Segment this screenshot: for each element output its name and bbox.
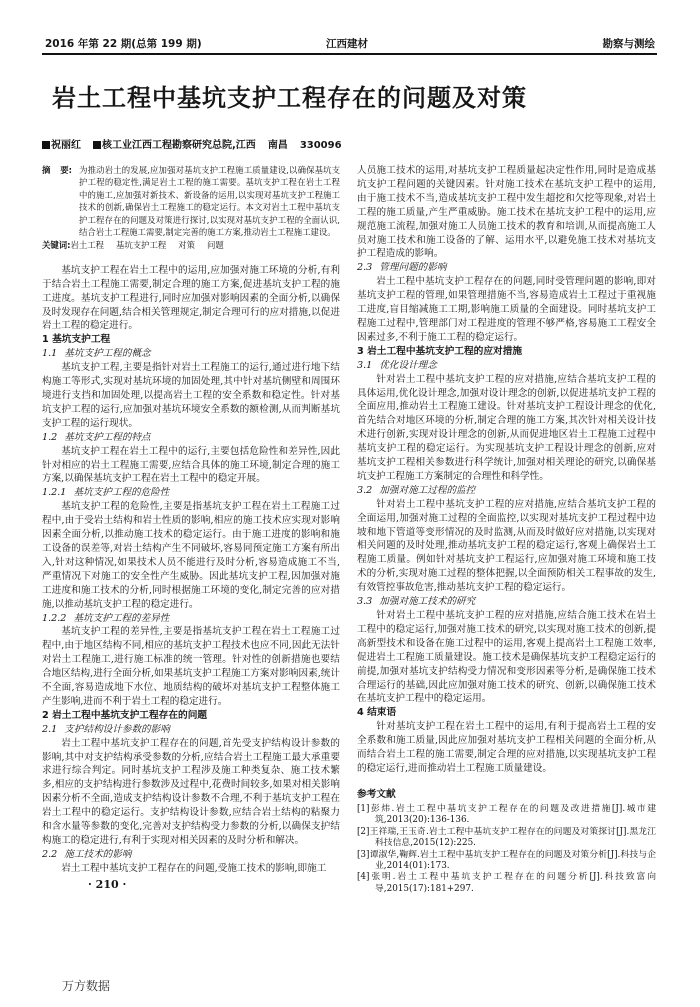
running-header <box>42 37 657 52</box>
body-paragraph-continued: 人员施工技术的运用,对基坑支护工程质量起决定性作用,同时是造成基坑支护工程问题的关键因素。针对施工技术在基坑支护工程中的运用,由于施工技术不当,造成基坑支护工程中发生超挖和欠挖等现象,对岩土工程的施工质量,产生严重威胁。施工技术在基坑支护工程中的运用,应规范施工流程,加强对施工人员施工技术的教育和培训,从而提高施工人员对施工技术和施工设备的了解、运用水平,以避免施工技术对基坑支护工程造成的影响。 <box>357 165 656 260</box>
body-paragraph: 针对基坑支护工程在岩土工程中的运用,有利于提高岩土工程的安全系数和施工质量,因此应加强对基坑支护工程相关问题的全面分析,从而结合岩土工程的施工需要,制定合理的应对措施,以实现基坑支护工程的稳定运行,进而推动岩土工程施工质量建设。 <box>357 721 656 774</box>
body-paragraph: 岩土工程中基坑支护工程存在的问题,首先受支护结构设计参数的影响,其中对支护结构承受参数的分析,应结合岩土工程施工最大承重要求进行综合判定。同时基坑支护工程涉及施工种类复杂、施工技术繁多,相应的支护结构进行参数涉及过程中,花费时间较多,如果对相关影响因素分析不全面,造成支护结构设计参数不合理,不利于基坑支护工程在岩土工程中的稳定运行。支护结构设计参数,应结合岩土结构的粘聚力和含水量等参数的变化,完善对支护结构受力参数的分析,以确保支护结构施工的稳定进行,有利于实现对相关因素的及时分析和解决。 <box>42 737 340 846</box>
subsection-heading: 3.3 加强对施工技术的研究 <box>357 596 476 608</box>
subsection-heading: 1.2 基坑支护工程的特点 <box>42 431 151 443</box>
keyword: 岩土工程 <box>70 240 104 251</box>
section-heading: 2 岩土工程中基坑支护工程存在的问题 <box>42 709 208 721</box>
body-paragraph: 岩土工程中基坑支护工程存在的问题,受施工技术的影响,即施工 <box>61 862 327 874</box>
body-paragraph: 针对岩土工程中基坑支护工程的应对措施,应结合施工技术在岩土工程中的稳定运行,加强对施工技术的研究,以实现对施工技术的创新,提高新型技术和设备在施工过程中的运用,客观上提高岩土工程施工效率,促进岩土工程施工质量建设。施工技术是确保基坑支护工程稳定运行的前提,加强对基坑支护结构受力情况和变形因素等分析,是确保施工技术合理运行的基础,因此应加强对施工技术的研究、创新,以确保施工技术在基坑支护工程中的稳定运用。 <box>357 610 656 705</box>
body-paragraph: 基坑支护工程在岩土工程中的运行,主要包括危险性和差异性,因此针对相应的岩土工程施工需要,应结合具体的施工环境,制定合理的施工方案,以确保基坑支护工程在岩土工程中的稳定开展。 <box>42 445 340 485</box>
body-paragraph: 基坑支护工程的危险性,主要是指基坑支护工程在岩土工程施工过程中,由于受岩土结构和岩土性质的影响,相应的施工技术应实现对影响因素全面分析,以推动施工技术的稳定运行。由于施工进度的影响和施工设备的误差等,对岩土结构产生不同破坏,容易同预定施工方案有所出入,针对这种情况,如果技术人员不能进行及时分析,容易造成施工不当,严重情况下对施工的安全性产生威胁。因此基坑支护工程,因加强对施工进度和施工技术的分析,同时根据施工环境的变化,制定完善的应对措施,以推动基坑支护工程的稳定进行。 <box>42 501 340 610</box>
subsection-heading: 3.1 优化设计理念 <box>357 359 437 371</box>
subsection-heading: 3.2 加强对施工过程的监控 <box>357 484 476 496</box>
subsection-heading: 2.1 支护结构设计参数的影响 <box>42 723 170 735</box>
watermark: 万方数据 <box>62 979 111 993</box>
section-heading: 1 基坑支护工程 <box>42 334 111 346</box>
keyword: 问题 <box>206 240 224 251</box>
section-heading: 3 岩土工程中基坑支护工程的应对措施 <box>357 345 523 357</box>
header-journal: 江西建材 <box>326 38 368 50</box>
keywords-line <box>42 239 340 251</box>
right-column <box>357 164 656 895</box>
reference-item: [3]谭淑华,鞠辉.岩土工程中基坑支护工程存在的问题及对策分析[J].科技与企业,2014(01):173. <box>357 849 656 871</box>
reference-item: [1]彭炜.岩土工程中基坑支护工程存在的问题及改进措施[J].城市建筑,2013(20):136-136. <box>357 803 656 826</box>
body-paragraph: 基坑支护工程的差异性,主要是指基坑支护工程在岩土工程施工过程中,由于地区结构不同,相应的基坑支护工程技术也应不同,因此无法针对岩土工程施工,进行施工标准的统一管理。针对性的创新措施也要结合地区结构,进行全面分析,如果基坑支护工程施工方案对影响因素,统计不全面,容易造成地下水位、地质结构的破坏对基坑支护工程整体施工产生影响,进而不利于岩土工程的稳定进行。 <box>42 626 340 707</box>
references-heading: 参考文献 <box>357 788 396 800</box>
intro-paragraph: 基坑支护工程在岩土工程中的运用,应加强对施工环境的分析,有利于结合岩土工程施工需要,制定合理的施工方案,促进基坑支护工程的施工进度。基坑支护工程进行,同时应加强对影响因素的全面分析,以确保及时发现存在问题,结合相关管理规定,制定合理可行的应对措施,以促进岩土工程的稳定进行。 <box>42 264 340 332</box>
author-name: 祝丽红 <box>51 140 81 151</box>
page-number: · 210 · <box>88 877 127 891</box>
reference-item: [2]王祥瑞,王玉奇.岩土工程中基坑支护工程存在的问题及对策探讨[J].黑龙江科技信息,2015(12):225. <box>357 826 656 849</box>
body-paragraph: 针对岩土工程中基坑支护工程的应对措施,应结合基坑支护工程的全面运用,加强对施工过程的全面监控,以实现对基坑支护工程过程中边坡和地下管道等变形情况的及时监测,从而及时做好应对措施,以实现对相关问题的及时处理,推动基坑支护工程的稳定运行,客观上确保岩土工程施工质量。例如针对基坑支护工程运行,应加强对施工环境和施工技术的分析,实现对施工过程的整体把握,以全面预防相关工程事故的发生,有效管控事故危害,推动基坑支护工程的稳定运行。 <box>357 498 656 594</box>
author-city: 南昌 <box>267 140 288 151</box>
author-marker-icon <box>42 141 50 149</box>
left-column <box>42 164 340 892</box>
body-paragraph: 针对岩土工程中基坑支护工程的应对措施,应结合基坑支护工程的具体运用,优化设计理念,加强对设计理念的创新,以促进基坑支护工程的全面应用,推动岩土工程施工建设。针对基坑支护工程设计理念的优化,首先结合对地区环境的分析,制定合理的施工方案,其次针对相关设计技术进行创新,实现对设计理念的创新,从而促进地区岩土工程施工过程中基坑支护工程的稳定运行。为实现基坑支护工程设计理念的创新,应对基坑支护工程相关参数进行科学统计,加强对相关理论的研究,以确保基坑支护工程施工方案制定的合理性和科学性。 <box>357 373 656 482</box>
subsection-heading: 2.2 施工技术的影响 <box>42 848 132 860</box>
author-postcode: 330096 <box>299 140 342 151</box>
subsection-heading: 2.3 管理问题的影响 <box>357 262 447 274</box>
subsubsection-heading: 1.2.2 基坑支护工程的差异性 <box>42 612 170 624</box>
author-line <box>42 139 342 153</box>
reference-item: [4]张明.岩土工程中基坑支护工程存在的问题分析[J].科技致富向导,2015(17):181+297. <box>357 872 656 894</box>
body-paragraph: 岩土工程中基坑支护工程存在的问题,同时受管理问题的影响,即对基坑支护工程的管理,如果管理措施不当,容易造成岩土工程过于重视施工进度,盲目缩减施工工期,影响施工质量的全面建设。同时基坑支护工程施工过程中,管理部门对工程进度的管理不够严格,容易施工工程安全因素过多,不利于施工工程的稳定运行。 <box>357 276 656 343</box>
keyword: 对策 <box>178 240 195 251</box>
affiliation-marker-icon <box>93 141 101 149</box>
abstract-label: 摘 要: <box>42 165 73 175</box>
abstract <box>42 164 340 238</box>
author-affiliation: 核工业江西工程勘察研究总院,江西 <box>102 140 256 151</box>
article-title: 岩土工程中基坑支护工程存在的问题及对策 <box>52 84 527 112</box>
subsection-heading: 1.1 基坑支护工程的概念 <box>42 348 151 360</box>
header-issue: 2016 年第 22 期(总第 199 期) <box>45 38 202 50</box>
section-heading: 4 结束语 <box>357 707 397 719</box>
header-section: 勘察与测绘 <box>602 38 655 50</box>
abstract-text: 为推动岩土的发展,应加强对基坑支护工程施工质量建设,以确保基坑支护工程的稳定性,满足岩土工程的施工需要。基坑支护工程在岩土工程中的施工,应加强对新技术、新设备的运用,以实现对基坑支护工程施工技术的创新,确保岩土工程施工的稳定运行。本文对岩土工程中基坑支护工程存在的问题及对策进行探讨,以实现对基坑支护工程的全面认识,结合岩土工程施工需要,制定完善的施工方案,推动岩土工程施工建设。 <box>79 165 340 238</box>
keywords-label: 关键词: <box>42 240 71 251</box>
body-paragraph: 基坑支护工程,主要是指针对岩土工程施工的运行,通过进行地下结构施工等形式,实现对基坑环境的加固处理,其中针对基坑侧壁和周围环境进行支挡和加固处理,以提高岩土工程的安全系数和稳定性。针对基坑支护工程的运行,应加强对基坑环境安全系数的额检测,从而判断基坑支护工程的运行现状。 <box>42 362 340 429</box>
header-rule <box>42 53 657 55</box>
keyword: 基坑支护工程 <box>115 240 167 251</box>
subsubsection-heading: 1.2.1 基坑支护工程的危险性 <box>42 487 170 499</box>
